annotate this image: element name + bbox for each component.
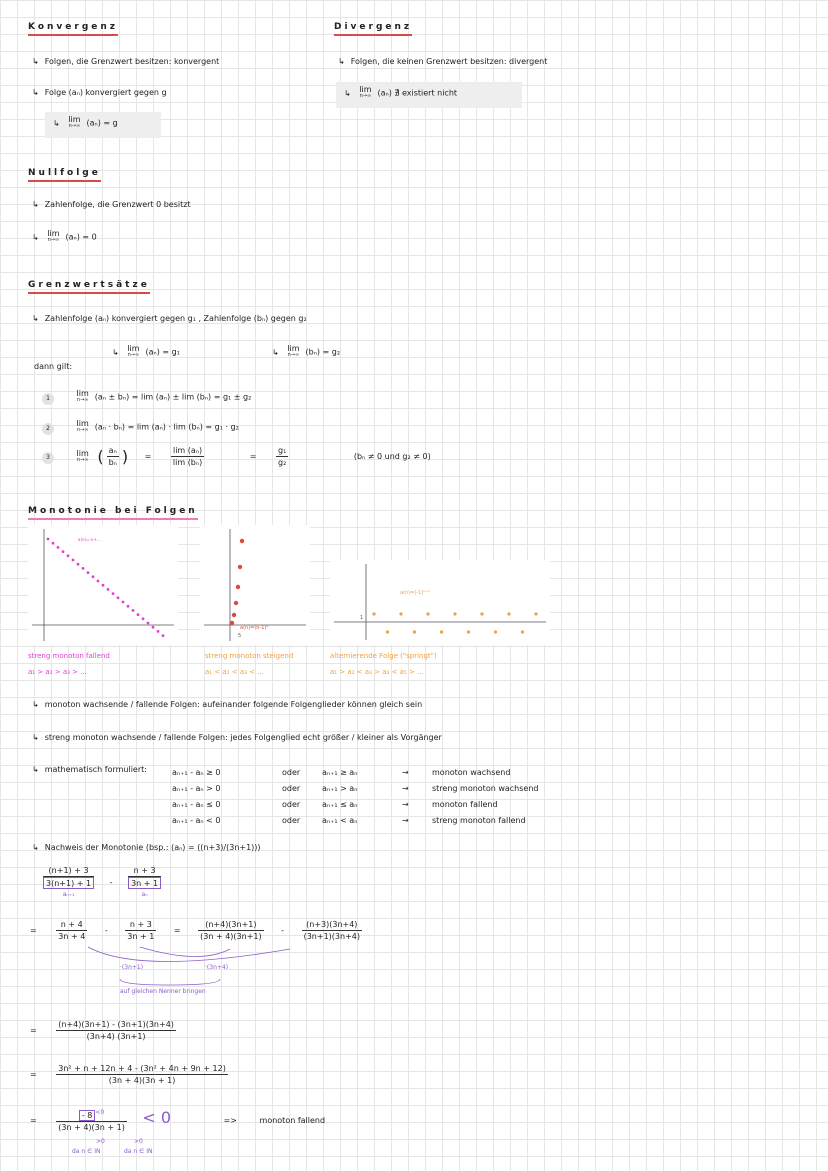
rule-1: 1 lim n→∞ (aₙ ± bₙ) = lim (aₙ) ± lim (bₙ) = g₁ ± g₂ — [42, 390, 251, 405]
seq-steigend: a₁ < a₂ < a₃ < ... — [205, 668, 264, 676]
sequence-dot — [62, 550, 65, 553]
sequence-dot — [480, 612, 483, 615]
seq-alternierend: a₁ > a₂ < a₃ > a₄ < a₅ > ... — [330, 668, 424, 676]
monotonie-row: aₙ₊₁ - aₙ > 0 oder aₙ₊₁ > aₙ → streng monoton wachsend — [172, 784, 539, 793]
note-positive-1: >0 — [96, 1138, 105, 1145]
heading-monotonie: Monotonie bei Folgen — [28, 506, 198, 520]
konvergenz-definition: ↳ Folgen, die Grenzwert besitzen: konvergent — [32, 57, 219, 66]
sequence-dot — [72, 559, 75, 562]
graph-alternierend-label: a(n)=(-1)ⁿ⁺¹ — [400, 590, 430, 596]
caption-alternierend: alternierende Folge ("springt") — [330, 652, 437, 660]
math-label: ↳ mathematisch formuliert: — [32, 765, 147, 774]
sequence-dot — [440, 630, 443, 633]
graph-alternierend-tick-1: 1 — [360, 615, 364, 621]
grenzwertsaetze-intro: ↳ Zahlenfolge (aₙ) konvergiert gegen g₁ , Zahlenfolge (bₙ) gegen g₂ — [32, 314, 307, 323]
sequence-dot — [157, 630, 160, 633]
sequence-dot — [57, 546, 60, 549]
divergenz-definition: ↳ Folgen, die keinen Grenzwert besitzen: divergent — [338, 57, 547, 66]
divergenz-formula: ↳ lim n→∞ (aₙ) ∄ existiert nicht — [336, 82, 522, 108]
sequence-dot — [534, 612, 537, 615]
nullfolge-formula: ↳ lim n→∞ (aₙ) = 0 — [32, 230, 97, 244]
sequence-dot — [67, 554, 70, 557]
sequence-dot — [107, 588, 110, 591]
proof-label: ↳ Nachweis der Monotonie (bsp.: (aₙ) = ((n+3)/(3n+1))) — [32, 843, 261, 852]
sequence-dot — [52, 542, 55, 545]
graph-steigend-label: a(n)=(n-1)² — [240, 625, 269, 631]
sequence-dot — [240, 539, 244, 543]
sequence-dot — [230, 621, 234, 625]
reason-2: da n ∈ IN — [124, 1148, 153, 1155]
sequence-dot — [102, 584, 105, 587]
sequence-dot — [82, 567, 85, 570]
rule-2: 2 lim n→∞ (aₙ · bₙ) = lim (aₙ) · lim (bₙ) = g₁ · g₂ — [42, 420, 239, 435]
sequence-dot — [426, 612, 429, 615]
sequence-dot — [112, 592, 115, 595]
graph-fallend-label: a(n)=-n+... — [78, 537, 101, 542]
caption-steigend: streng monoton steigend — [205, 652, 294, 660]
sequence-dot — [162, 634, 165, 637]
proof-step-1: = $\frac{n + 4}{3n + 4}$ - $\frac{n + 3}{3n + 1}$ = $\frac{(n+4)(3n+1)}{(3n + 4)(3n+1)}$ - $\frac{(n+3)(3n+4)}{(3n+1)(3n+4)}$ — [30, 920, 360, 941]
heading-nullfolge: Nullfolge — [28, 168, 101, 182]
lim-b-formula: ↳ lim n→∞ (bₙ) = g₂ — [272, 345, 340, 359]
monotonie-row: aₙ₊₁ - aₙ ≥ 0 oder aₙ₊₁ ≥ aₙ → monoton wachsend — [172, 768, 511, 777]
proof-step-3: = $\frac{\text{3n² + n + 12n + 4 - (3n² + 4n + 9n + 12)}}{(3n + 4)(3n + 1)}$ — [30, 1064, 226, 1085]
lim-a-formula: ↳ lim n→∞ (aₙ) = g₁ — [112, 345, 180, 359]
seq-fallend: a₁ > a₂ > a₃ > ... — [28, 668, 87, 676]
sequence-dot — [467, 630, 470, 633]
sequence-dot — [372, 612, 375, 615]
brace-label: auf gleichen Nenner bringen — [120, 988, 206, 995]
monotonie-row: aₙ₊₁ - aₙ < 0 oder aₙ₊₁ < aₙ → streng monoton fallend — [172, 816, 526, 825]
monotonie-note-1: ↳ monoton wachsende / fallende Folgen: aufeinander folgende Folgenglieder können gleich sein — [32, 700, 422, 709]
sequence-dot — [521, 630, 524, 633]
sequence-dot — [494, 630, 497, 633]
sequence-dot — [238, 565, 242, 569]
proof-step-4: = $\frac{- 8 ^{<0}}{(3n + 4)(3n + 1)}$ < 0 => monoton fallend — [30, 1108, 326, 1132]
graph-fallend — [28, 525, 178, 645]
sequence-dot — [142, 617, 145, 620]
sequence-dot — [137, 613, 140, 616]
sequence-dot — [453, 612, 456, 615]
sequence-dot — [122, 601, 125, 604]
sequence-dot — [399, 612, 402, 615]
heading-divergenz: Divergenz — [334, 22, 412, 36]
sequence-dot — [132, 609, 135, 612]
sequence-dot — [147, 622, 150, 625]
monotonie-note-2: ↳ streng monoton wachsende / fallende Folgen: jedes Folgenglied echt größer / kleiner als Vorgänger — [32, 733, 442, 742]
konvergenz-folge: ↳ Folge (aₙ) konvergiert gegen g — [32, 88, 167, 97]
note-positive-2: >0 — [134, 1138, 143, 1145]
dann-gilt-label: dann gilt: — [34, 362, 73, 371]
monotonie-row: aₙ₊₁ - aₙ ≤ 0 oder aₙ₊₁ ≤ aₙ → monoton fallend — [172, 800, 498, 809]
konvergenz-formula: ↳ lim n→∞ (aₙ) = g — [45, 112, 161, 138]
sequence-dot — [507, 612, 510, 615]
sequence-dot — [92, 575, 95, 578]
monotonie-table — [172, 765, 538, 829]
proof-step-0: (n+1) + 3 3(n+1) + 1 aₙ₊₁ - n + 3 3n + 1 aₙ — [40, 866, 164, 898]
reason-1: da n ∈ IN — [72, 1148, 101, 1155]
sequence-dot — [127, 605, 130, 608]
heading-grenzwertsaetze: Grenzwertsätze — [28, 280, 150, 294]
sequence-dot — [87, 571, 90, 574]
sequence-dot — [232, 613, 236, 617]
sequence-dot — [386, 630, 389, 633]
graph-alternierend — [330, 560, 550, 645]
rule-3: 3 lim n→∞ ( $\frac{\text{aₙ}}{\text{bₙ}}$ ) = $\frac{\text{lim (aₙ)}}{\text{lim (bₙ)}}$ = $\frac{\text{g₁}}{\text{g₂}}$ (bₙ ≠ 0 und g₂ ≠ 0) — [42, 446, 431, 467]
proof-step-2: = $\frac{(n+4)(3n+1) - (3n+1)(3n+4)}{(3n+4) (3n+1)}$ — [30, 1020, 174, 1041]
graph-steigend — [200, 525, 310, 645]
mul-1: ·(3n+1) — [120, 964, 144, 971]
sequence-dot — [117, 596, 120, 599]
graph-steigend-tick-5: 5 — [238, 633, 242, 639]
nullfolge-definition: ↳ Zahlenfolge, die Grenzwert 0 besitzt — [32, 200, 191, 209]
caption-fallend: streng monoton fallend — [28, 652, 110, 660]
heading-konvergenz: Konvergenz — [28, 22, 118, 36]
mul-2: ·(3n+4) — [205, 964, 229, 971]
sequence-dot — [413, 630, 416, 633]
sequence-dot — [47, 538, 50, 541]
sequence-dot — [236, 585, 240, 589]
sequence-dot — [97, 580, 100, 583]
sequence-dot — [234, 601, 238, 605]
sequence-dot — [152, 626, 155, 629]
sequence-dot — [77, 563, 80, 566]
